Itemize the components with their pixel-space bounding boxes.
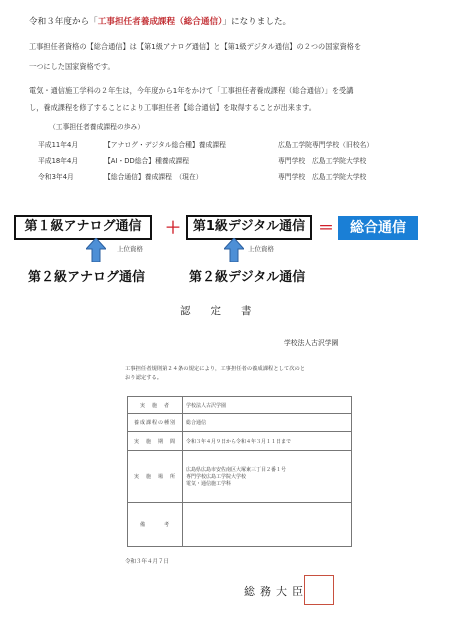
up-arrow-icon-1 xyxy=(86,238,106,262)
location-line-2: 専門学校広島工学院大学校 xyxy=(186,474,247,480)
location-line-3: 電気・通信施工学科 xyxy=(186,481,232,487)
paragraph-line-3: 電気・通信施工学科の２年生は，今年度から1年をかけて「工事担任者養成課程（総合通信）」を受講 xyxy=(29,86,354,95)
history-school-1: 広島工学院専門学校（旧校名） xyxy=(278,141,374,149)
certificate-key: 実 施 場 所 xyxy=(128,451,183,503)
certificate-date: 令和３年４月７日 xyxy=(125,559,170,565)
upper-label-2: 上位資格 xyxy=(248,245,274,253)
plus-sign: ＋ xyxy=(165,218,182,237)
result-sogo-tsushin: 総合通信 xyxy=(338,216,418,240)
history-date-3: 令和3年4月 xyxy=(38,173,74,181)
upper-label-1: 上位資格 xyxy=(117,245,143,253)
certificate-value xyxy=(183,503,352,547)
certificate-table xyxy=(127,396,352,547)
certificate-school: 学校法人古沢学園 xyxy=(284,339,339,347)
certificate-row xyxy=(128,397,352,414)
intro-before: 令和３年度から「 xyxy=(29,17,98,27)
lower-second-digital: 第２級デジタル通信 xyxy=(189,270,306,285)
history-school-2: 専門学校 広島工学院大学校 xyxy=(278,157,367,165)
history-course-2: 【AI・DD総合】種養成課程 xyxy=(104,157,190,165)
up-arrow-icon-2 xyxy=(224,238,244,262)
certificate-value xyxy=(183,451,352,503)
certificate-intro-1: 工事担任者規則第２４条の規定により，工事担任者の養成課程として次のと xyxy=(125,366,306,372)
certificate-value: 学校法人古沢学園 xyxy=(183,397,352,414)
certificate-key: 実 施 期 間 xyxy=(128,432,183,451)
certificate-key: 備 考 xyxy=(128,503,183,547)
certificate-row xyxy=(128,503,352,547)
certificate-value: 総合通信 xyxy=(183,414,352,432)
certificate-row xyxy=(128,414,352,432)
history-date-1: 平成11年4月 xyxy=(38,141,79,149)
equals-sign: ＝ xyxy=(318,218,335,237)
history-course-1: 【アナログ・デジタル総合種】養成課程 xyxy=(104,141,226,149)
certificate-key: 養成課程の種別 xyxy=(128,414,183,432)
history-date-2: 平成18年4月 xyxy=(38,157,79,165)
certificate-row xyxy=(128,432,352,451)
minister-signature: 総務大臣 xyxy=(244,585,308,598)
lower-second-analog: 第２級アナログ通信 xyxy=(28,270,146,285)
box-first-analog: 第１級アナログ通信 xyxy=(14,215,152,240)
paragraph-line-1: 工事担任者資格の【総合通信】は【第1級アナログ通信】と【第1級デジタル通信】の２つの国家資格を xyxy=(29,42,362,51)
box-first-digital: 第1級デジタル通信 xyxy=(186,215,312,240)
intro-after: 」になりました。 xyxy=(222,17,292,27)
history-course-3: 【総合通信】養成課程 （現在） xyxy=(104,173,203,181)
paragraph-line-2: 一つにした国家資格です。 xyxy=(29,62,115,71)
location-line-1: 広島県広島市安佐南区大塚東三丁目２番１号 xyxy=(186,467,287,473)
certificate-title: 認定書 xyxy=(180,305,272,317)
certificate-value: 令和３年４月９日から令和４年３月１１日まで xyxy=(183,432,352,451)
paragraph-line-4: し，養成課程を修了することにより工事担任者【総合通信】を取得することが出来ます。 xyxy=(29,103,316,112)
history-heading: （工事担任者養成課程の歩み） xyxy=(49,123,145,131)
certificate-intro-2: おり認定する。 xyxy=(125,375,163,381)
official-seal-icon xyxy=(304,575,334,605)
intro-line xyxy=(29,15,291,27)
history-school-3: 専門学校 広島工学院大学校 xyxy=(278,173,367,181)
certificate-key: 実 施 者 xyxy=(128,397,183,414)
intro-highlight: 工事担任者養成課程（総合通信） xyxy=(97,17,223,27)
certificate-row xyxy=(128,451,352,503)
